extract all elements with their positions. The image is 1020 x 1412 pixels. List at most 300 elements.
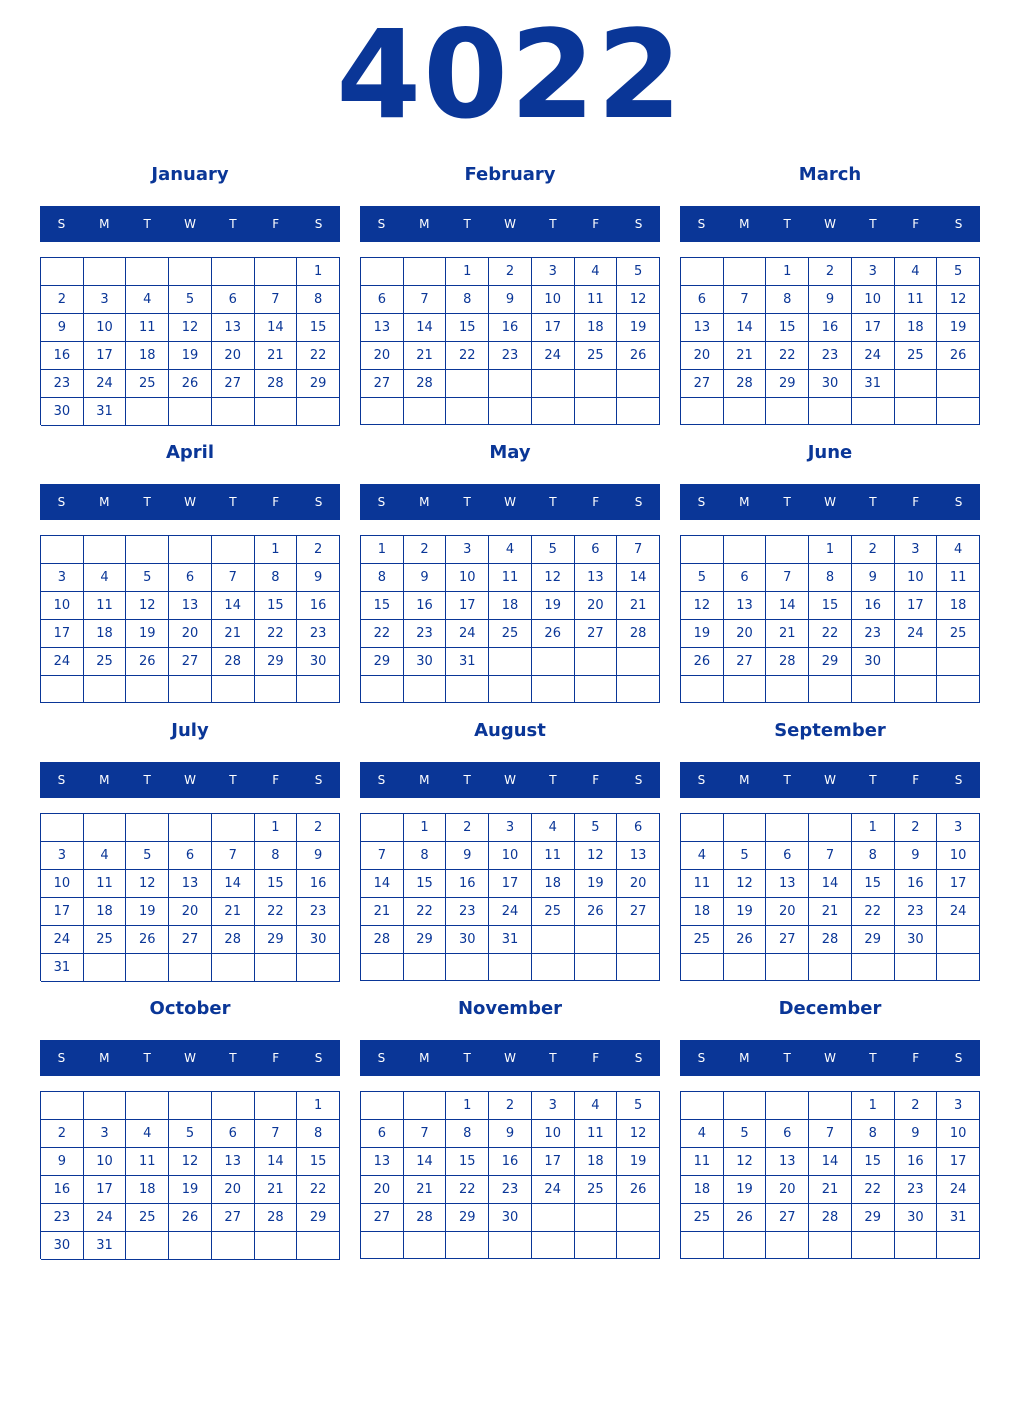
day-cell: 12 [532, 564, 575, 592]
day-cell: 28 [212, 926, 255, 954]
day-cell: 23 [852, 620, 895, 648]
day-cell: 18 [575, 314, 618, 342]
empty-cell [126, 814, 169, 842]
empty-cell [852, 1232, 895, 1259]
day-cell: 10 [532, 1120, 575, 1148]
day-cell: 1 [297, 258, 340, 286]
weekday-label: T [463, 495, 471, 509]
month-title: April [165, 442, 215, 463]
day-cell: 22 [446, 342, 489, 370]
day-cell: 16 [809, 314, 852, 342]
empty-cell [617, 954, 660, 981]
day-cell: 28 [809, 926, 852, 954]
empty-cell [404, 258, 447, 286]
day-cell: 24 [41, 926, 84, 954]
day-cell: 16 [297, 592, 340, 620]
empty-cell [766, 1092, 809, 1120]
weekday-label: F [272, 773, 280, 787]
empty-cell [212, 814, 255, 842]
day-cell: 6 [169, 564, 212, 592]
day-cell: 8 [809, 564, 852, 592]
day-cell: 13 [724, 592, 767, 620]
day-cell: 21 [361, 898, 404, 926]
day-cell: 16 [41, 342, 84, 370]
day-cell: 14 [212, 592, 255, 620]
day-cell: 1 [404, 814, 447, 842]
weekday-label: M [739, 495, 750, 509]
day-cell: 20 [169, 620, 212, 648]
empty-cell [84, 676, 127, 703]
weekday-label: S [377, 1051, 386, 1065]
day-cell: 29 [404, 926, 447, 954]
day-grid [680, 813, 980, 981]
day-cell: 1 [446, 1092, 489, 1120]
weekday-label: S [954, 773, 963, 787]
day-cell: 11 [937, 564, 980, 592]
empty-cell [852, 398, 895, 425]
day-cell: 28 [724, 370, 767, 398]
empty-cell [575, 954, 618, 981]
weekday-label: T [229, 217, 237, 231]
day-cell: 18 [532, 870, 575, 898]
day-cell: 18 [937, 592, 980, 620]
day-grid [360, 813, 660, 981]
day-cell: 18 [126, 342, 169, 370]
day-cell: 20 [361, 1176, 404, 1204]
weekday-label: F [912, 217, 920, 231]
empty-cell [895, 398, 938, 425]
day-cell: 9 [852, 564, 895, 592]
empty-cell [212, 398, 255, 426]
weekday-label: W [504, 1051, 516, 1065]
day-cell: 10 [446, 564, 489, 592]
day-cell: 8 [255, 564, 298, 592]
day-cell: 1 [852, 814, 895, 842]
empty-cell [809, 814, 852, 842]
day-cell: 22 [255, 620, 298, 648]
month-title: January [151, 164, 229, 185]
empty-cell [489, 398, 532, 425]
day-cell: 8 [361, 564, 404, 592]
day-cell: 30 [297, 926, 340, 954]
day-cell: 28 [404, 1204, 447, 1232]
day-cell: 16 [895, 1148, 938, 1176]
day-cell: 5 [681, 564, 724, 592]
day-cell: 31 [84, 398, 127, 426]
day-cell: 30 [809, 370, 852, 398]
day-cell: 14 [617, 564, 660, 592]
day-cell: 7 [255, 1120, 298, 1148]
day-cell: 16 [41, 1176, 84, 1204]
weekday-label: W [504, 773, 516, 787]
day-cell: 11 [681, 1148, 724, 1176]
day-cell: 21 [766, 620, 809, 648]
day-cell: 4 [126, 1120, 169, 1148]
day-cell: 3 [895, 536, 938, 564]
day-cell: 21 [255, 1176, 298, 1204]
day-cell: 25 [575, 1176, 618, 1204]
empty-cell [617, 398, 660, 425]
day-cell: 23 [41, 1204, 84, 1232]
day-cell: 30 [404, 648, 447, 676]
day-cell: 20 [361, 342, 404, 370]
day-cell: 13 [617, 842, 660, 870]
day-cell: 4 [937, 536, 980, 564]
empty-cell [169, 814, 212, 842]
day-cell: 2 [41, 286, 84, 314]
empty-cell [937, 676, 980, 703]
weekday-label: T [143, 773, 151, 787]
day-cell: 25 [84, 648, 127, 676]
day-cell: 17 [84, 1176, 127, 1204]
day-cell: 4 [575, 258, 618, 286]
weekday-label: W [184, 495, 196, 509]
day-cell: 29 [297, 1204, 340, 1232]
day-cell: 22 [852, 1176, 895, 1204]
day-cell: 14 [766, 592, 809, 620]
day-cell: 26 [575, 898, 618, 926]
day-cell: 10 [937, 842, 980, 870]
empty-cell [84, 536, 127, 564]
day-cell: 2 [297, 814, 340, 842]
day-cell: 1 [255, 536, 298, 564]
day-cell: 9 [489, 286, 532, 314]
day-cell: 22 [255, 898, 298, 926]
day-cell: 3 [532, 258, 575, 286]
day-cell: 7 [404, 286, 447, 314]
day-cell: 16 [297, 870, 340, 898]
weekday-label: F [592, 1051, 600, 1065]
weekday-label: W [824, 1051, 836, 1065]
empty-cell [212, 258, 255, 286]
empty-cell [575, 648, 618, 676]
day-cell: 31 [446, 648, 489, 676]
empty-cell [617, 1204, 660, 1232]
empty-cell [489, 370, 532, 398]
day-cell: 12 [126, 870, 169, 898]
day-cell: 9 [446, 842, 489, 870]
empty-cell [937, 648, 980, 676]
weekday-header [360, 206, 660, 242]
day-cell: 23 [404, 620, 447, 648]
weekday-label: M [739, 217, 750, 231]
weekday-label: S [697, 495, 706, 509]
day-cell: 8 [255, 842, 298, 870]
empty-cell [532, 954, 575, 981]
day-cell: 28 [255, 370, 298, 398]
empty-cell [126, 398, 169, 426]
month-title: September [774, 720, 886, 741]
day-cell: 20 [212, 1176, 255, 1204]
empty-cell [937, 926, 980, 954]
day-cell: 15 [255, 592, 298, 620]
day-cell: 11 [489, 564, 532, 592]
day-cell: 24 [41, 648, 84, 676]
empty-cell [297, 1232, 340, 1260]
empty-cell [361, 398, 404, 425]
day-cell: 19 [617, 1148, 660, 1176]
day-grid [680, 1091, 980, 1259]
weekday-label: T [229, 495, 237, 509]
day-cell: 13 [169, 592, 212, 620]
day-cell: 2 [41, 1120, 84, 1148]
day-cell: 13 [361, 314, 404, 342]
weekday-label: S [314, 1051, 323, 1065]
empty-cell [297, 954, 340, 982]
day-cell: 28 [361, 926, 404, 954]
weekday-label: M [99, 217, 110, 231]
empty-cell [617, 1232, 660, 1259]
weekday-label: W [184, 773, 196, 787]
day-cell: 26 [724, 1204, 767, 1232]
day-cell: 13 [361, 1148, 404, 1176]
day-cell: 7 [212, 842, 255, 870]
day-cell: 15 [852, 1148, 895, 1176]
day-cell: 12 [617, 1120, 660, 1148]
empty-cell [809, 676, 852, 703]
empty-cell [404, 676, 447, 703]
day-cell: 10 [937, 1120, 980, 1148]
empty-cell [852, 954, 895, 981]
day-cell: 7 [404, 1120, 447, 1148]
day-cell: 1 [446, 258, 489, 286]
weekday-label: F [912, 495, 920, 509]
day-cell: 21 [809, 898, 852, 926]
day-cell: 6 [766, 842, 809, 870]
day-cell: 15 [255, 870, 298, 898]
day-cell: 7 [255, 286, 298, 314]
weekday-label: F [592, 773, 600, 787]
weekday-label: S [377, 495, 386, 509]
empty-cell [126, 1232, 169, 1260]
day-cell: 14 [809, 1148, 852, 1176]
empty-cell [489, 954, 532, 981]
weekday-label: M [99, 495, 110, 509]
day-cell: 1 [809, 536, 852, 564]
day-cell: 13 [766, 870, 809, 898]
empty-cell [681, 258, 724, 286]
empty-cell [41, 258, 84, 286]
day-cell: 8 [852, 1120, 895, 1148]
day-cell: 19 [724, 898, 767, 926]
weekday-header [360, 484, 660, 520]
empty-cell [532, 370, 575, 398]
day-cell: 6 [724, 564, 767, 592]
day-cell: 25 [937, 620, 980, 648]
day-cell: 16 [404, 592, 447, 620]
day-cell: 14 [255, 314, 298, 342]
day-cell: 2 [489, 1092, 532, 1120]
day-cell: 25 [575, 342, 618, 370]
day-cell: 11 [575, 1120, 618, 1148]
weekday-label: T [229, 773, 237, 787]
empty-cell [724, 954, 767, 981]
day-cell: 1 [852, 1092, 895, 1120]
day-cell: 4 [84, 842, 127, 870]
day-cell: 10 [84, 1148, 127, 1176]
day-cell: 13 [169, 870, 212, 898]
month-title: August [474, 720, 546, 741]
empty-cell [681, 536, 724, 564]
day-cell: 4 [895, 258, 938, 286]
day-cell: 6 [169, 842, 212, 870]
empty-cell [41, 676, 84, 703]
day-cell: 27 [681, 370, 724, 398]
day-cell: 11 [126, 314, 169, 342]
empty-cell [446, 1232, 489, 1259]
empty-cell [255, 258, 298, 286]
weekday-label: S [634, 773, 643, 787]
weekday-label: W [824, 495, 836, 509]
day-cell: 30 [895, 926, 938, 954]
day-cell: 14 [809, 870, 852, 898]
day-cell: 27 [169, 648, 212, 676]
empty-cell [41, 814, 84, 842]
day-cell: 29 [255, 648, 298, 676]
empty-cell [724, 536, 767, 564]
empty-cell [84, 954, 127, 982]
empty-cell [681, 398, 724, 425]
weekday-label: T [549, 217, 557, 231]
empty-cell [809, 398, 852, 425]
weekday-label: W [504, 217, 516, 231]
weekday-label: T [143, 1051, 151, 1065]
day-cell: 25 [489, 620, 532, 648]
day-cell: 21 [404, 1176, 447, 1204]
day-cell: 24 [446, 620, 489, 648]
weekday-label: T [549, 495, 557, 509]
day-cell: 28 [809, 1204, 852, 1232]
day-cell: 14 [212, 870, 255, 898]
day-cell: 14 [724, 314, 767, 342]
day-cell: 4 [681, 842, 724, 870]
day-cell: 29 [361, 648, 404, 676]
day-cell: 4 [681, 1120, 724, 1148]
empty-cell [489, 676, 532, 703]
weekday-label: T [869, 495, 877, 509]
empty-cell [446, 398, 489, 425]
day-cell: 12 [575, 842, 618, 870]
day-cell: 9 [895, 1120, 938, 1148]
empty-cell [852, 676, 895, 703]
weekday-label: T [549, 773, 557, 787]
empty-cell [895, 370, 938, 398]
day-cell: 1 [766, 258, 809, 286]
day-cell: 7 [212, 564, 255, 592]
day-cell: 13 [212, 1148, 255, 1176]
empty-cell [895, 954, 938, 981]
day-cell: 19 [681, 620, 724, 648]
empty-cell [361, 954, 404, 981]
day-cell: 20 [617, 870, 660, 898]
day-cell: 10 [84, 314, 127, 342]
empty-cell [297, 398, 340, 426]
weekday-label: S [57, 773, 66, 787]
empty-cell [766, 1232, 809, 1259]
day-cell: 1 [297, 1092, 340, 1120]
weekday-label: M [739, 1051, 750, 1065]
day-cell: 29 [852, 926, 895, 954]
day-cell: 19 [724, 1176, 767, 1204]
day-grid [40, 1091, 340, 1259]
day-cell: 8 [852, 842, 895, 870]
day-cell: 20 [724, 620, 767, 648]
empty-cell [169, 1232, 212, 1260]
day-grid [680, 535, 980, 703]
empty-cell [255, 954, 298, 982]
day-cell: 21 [255, 342, 298, 370]
empty-cell [169, 954, 212, 982]
day-cell: 21 [212, 898, 255, 926]
day-cell: 10 [895, 564, 938, 592]
empty-cell [895, 1232, 938, 1259]
day-cell: 15 [297, 1148, 340, 1176]
day-cell: 17 [895, 592, 938, 620]
day-cell: 2 [895, 814, 938, 842]
weekday-label: W [824, 773, 836, 787]
weekday-label: M [419, 217, 430, 231]
day-cell: 20 [212, 342, 255, 370]
day-cell: 19 [126, 898, 169, 926]
weekday-label: S [57, 1051, 66, 1065]
weekday-header [40, 206, 340, 242]
day-cell: 5 [937, 258, 980, 286]
empty-cell [766, 398, 809, 425]
day-grid [680, 257, 980, 425]
weekday-label: W [184, 1051, 196, 1065]
day-cell: 9 [297, 842, 340, 870]
day-cell: 19 [532, 592, 575, 620]
day-cell: 13 [212, 314, 255, 342]
day-cell: 3 [446, 536, 489, 564]
day-cell: 13 [575, 564, 618, 592]
empty-cell [41, 536, 84, 564]
day-cell: 18 [895, 314, 938, 342]
empty-cell [681, 814, 724, 842]
day-cell: 25 [84, 926, 127, 954]
day-cell: 4 [489, 536, 532, 564]
day-cell: 22 [446, 1176, 489, 1204]
day-cell: 5 [169, 1120, 212, 1148]
day-cell: 30 [41, 1232, 84, 1260]
day-cell: 27 [169, 926, 212, 954]
day-cell: 20 [169, 898, 212, 926]
day-cell: 16 [895, 870, 938, 898]
day-cell: 31 [937, 1204, 980, 1232]
day-cell: 3 [489, 814, 532, 842]
day-cell: 29 [809, 648, 852, 676]
weekday-label: T [869, 1051, 877, 1065]
empty-cell [575, 370, 618, 398]
day-grid [40, 535, 340, 703]
empty-cell [255, 1092, 298, 1120]
day-cell: 24 [895, 620, 938, 648]
empty-cell [617, 676, 660, 703]
empty-cell [126, 536, 169, 564]
weekday-header [680, 484, 980, 520]
day-cell: 9 [297, 564, 340, 592]
day-cell: 17 [41, 620, 84, 648]
empty-cell [937, 954, 980, 981]
empty-cell [724, 398, 767, 425]
empty-cell [361, 258, 404, 286]
empty-cell [766, 676, 809, 703]
weekday-header [680, 206, 980, 242]
day-cell: 20 [766, 898, 809, 926]
weekday-label: S [697, 773, 706, 787]
empty-cell [169, 676, 212, 703]
weekday-label: S [634, 1051, 643, 1065]
